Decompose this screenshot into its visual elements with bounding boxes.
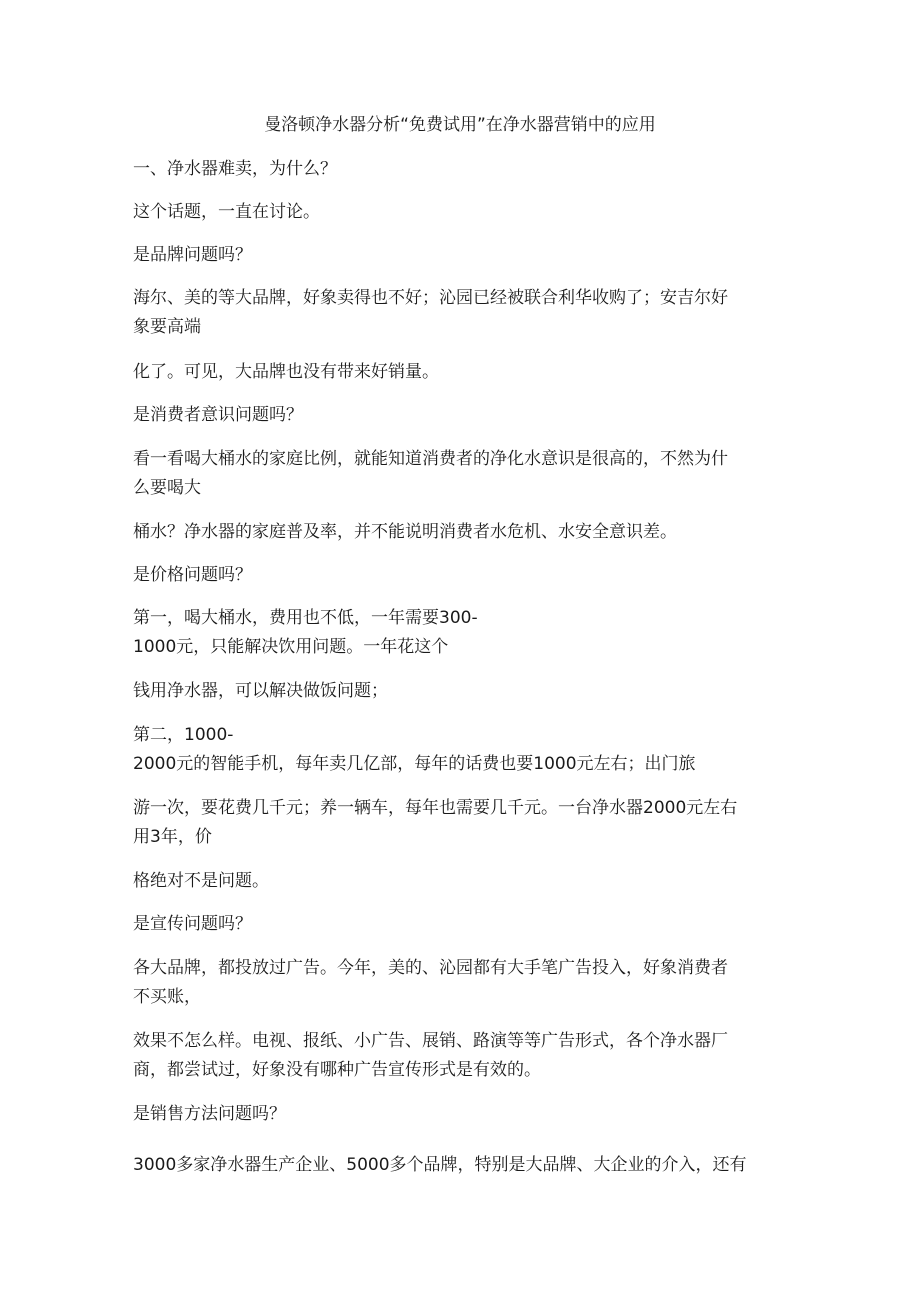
text-line: 1000元，只能解决饮用问题。一年花这个	[133, 637, 449, 657]
paragraph	[133, 867, 793, 896]
text-line: 么要喝大	[133, 478, 201, 498]
text-line: 看一看喝大桶水的家庭比例，就能知道消费者的净化水意识是很高的，不然为什	[133, 449, 728, 469]
paragraph	[133, 1151, 793, 1180]
paragraph	[133, 561, 793, 590]
paragraph	[133, 794, 793, 852]
text-line: 用3年，价	[133, 827, 212, 847]
paragraph	[133, 198, 793, 227]
paragraph	[133, 401, 793, 430]
text-line: 各大品牌，都投放过广告。今年，美的、沁园都有大手笔广告投入，好象消费者	[133, 958, 728, 978]
paragraph	[133, 284, 793, 342]
text-line: 3000多家净水器生产企业、5000多个品牌，特别是大品牌、大企业的介入，还有	[133, 1155, 747, 1175]
paragraph	[133, 518, 793, 547]
text-line: 是销售方法问题吗？	[133, 1104, 286, 1124]
text-line: 是宣传问题吗？	[133, 914, 252, 934]
text-line: 格绝对不是问题。	[133, 871, 269, 891]
text-line: 一、净水器难卖，为什么？	[133, 159, 337, 179]
paragraph	[133, 910, 793, 939]
text-line: 化了。可见，大品牌也没有带来好销量。	[133, 362, 439, 382]
text-line: 不买账，	[133, 987, 201, 1007]
paragraph	[133, 445, 793, 503]
paragraph	[133, 358, 793, 387]
text-line: 商，都尝试过，好象没有哪种广告宣传形式是有效的。	[133, 1060, 541, 1080]
text-line: 这个话题，一直在讨论。	[133, 202, 320, 222]
paragraph	[133, 954, 793, 1012]
text-line: 第一，喝大桶水，费用也不低，一年需要300-	[133, 608, 478, 628]
text-line: 效果不怎么样。电视、报纸、小广告、展销、路演等等广告形式，各个净水器厂	[133, 1031, 728, 1051]
text-line: 游一次，要花费几千元；养一辆车，每年也需要几千元。一台净水器2000元左右	[133, 798, 738, 818]
paragraph	[133, 604, 793, 662]
text-line: 钱用净水器，可以解决做饭问题；	[133, 681, 388, 701]
text-line: 第二，1000-	[133, 725, 234, 745]
text-line: 桶水？净水器的家庭普及率，并不能说明消费者水危机、水安全意识差。	[133, 522, 677, 542]
text-line: 是品牌问题吗？	[133, 245, 252, 265]
text-line: 是价格问题吗？	[133, 565, 252, 585]
paragraph	[133, 721, 793, 779]
text-line: 海尔、美的等大品牌，好象卖得也不好；沁园已经被联合利华收购了；安吉尔好	[133, 288, 728, 308]
text-line: 象要高端	[133, 317, 201, 337]
text-line: 是消费者意识问题吗？	[133, 405, 303, 425]
text-line: 2000元的智能手机，每年卖几亿部，每年的话费也要1000元左右；出门旅	[133, 754, 696, 774]
paragraph	[133, 155, 793, 184]
paragraph	[133, 241, 793, 270]
document-title: 曼洛顿净水器分析“免费试用”在净水器营销中的应用	[264, 115, 656, 135]
paragraph	[133, 1100, 793, 1129]
paragraph	[133, 677, 793, 706]
paragraph	[133, 1027, 793, 1085]
